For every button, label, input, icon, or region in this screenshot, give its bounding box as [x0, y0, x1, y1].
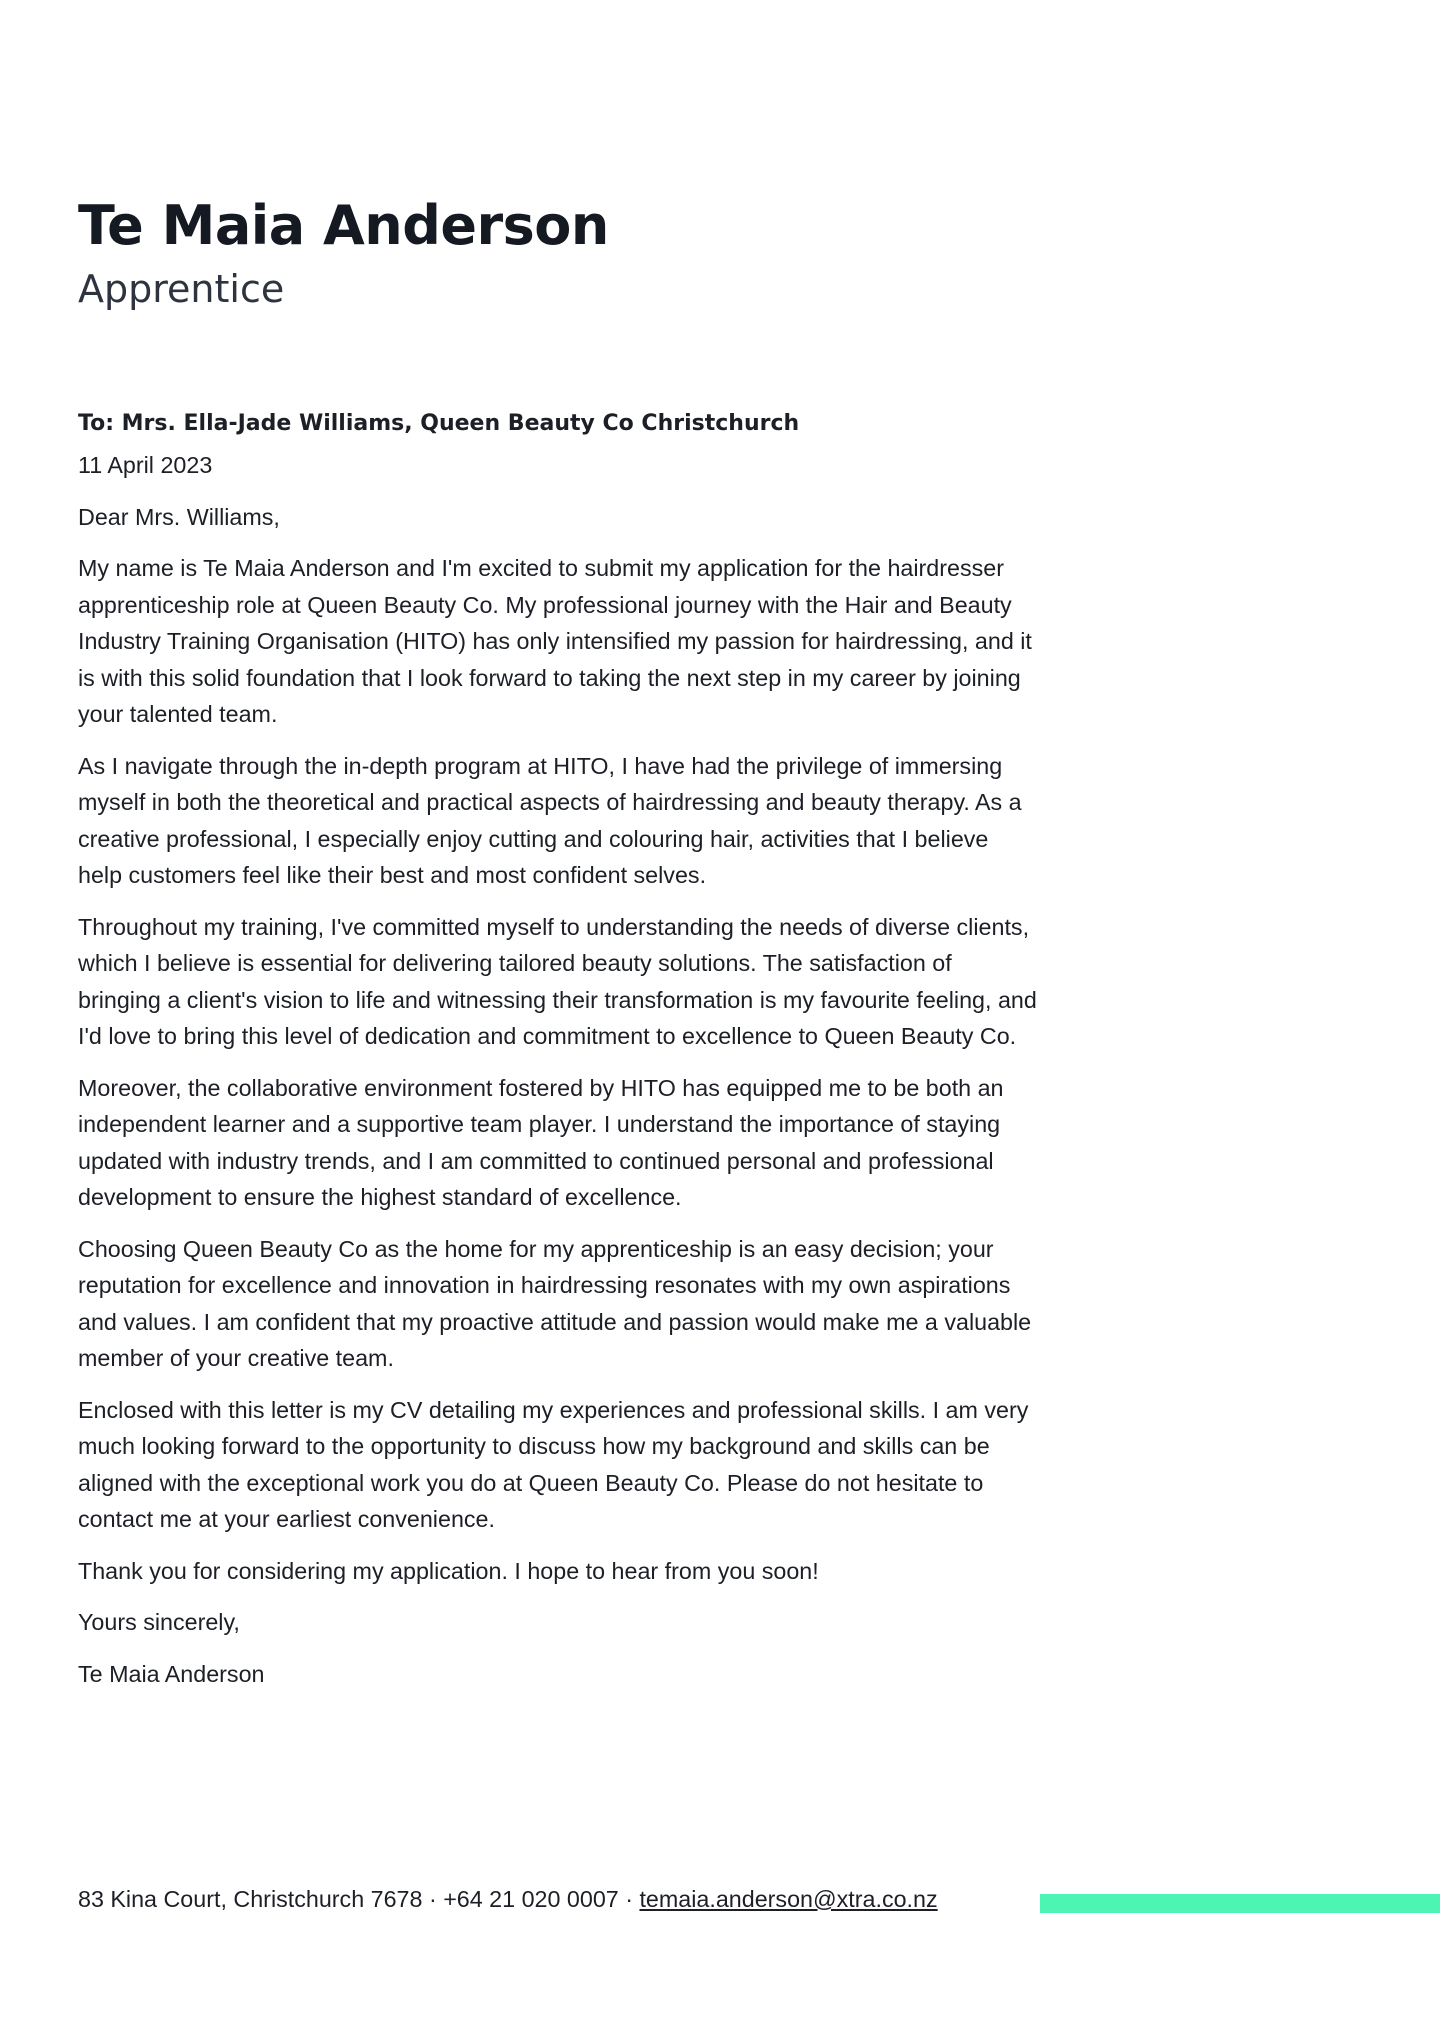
paragraph-2: As I navigate through the in-depth program at HITO, I have had the privilege of immersing myself in both the theoretical and practical aspects of hairdressing and beauty therapy. As a creative professional, I especially enjoy cutting and colouring hair, activities that I believe help customers feel like their best and most confident selves. — [78, 752, 1022, 888]
letter-header — [78, 196, 1078, 313]
email-link[interactable]: temaia.anderson@xtra.co.nz — [639, 1886, 938, 1912]
address: 83 Kina Court, Christchurch 7678 — [78, 1886, 423, 1912]
accent-bar — [1040, 1894, 1440, 1913]
paragraph-7: Thank you for considering my application. I hope to hear from you soon! — [78, 1557, 819, 1584]
closing: Yours sincerely, — [78, 1609, 240, 1635]
phone: +64 21 020 0007 — [443, 1886, 619, 1912]
signature: Te Maia Anderson — [78, 1660, 265, 1687]
paragraph-6: Enclosed with this letter is my CV detailing my experiences and professional skills. I am very much looking forward to the opportunity to discuss how my background and skills can be aligned with the exceptional work you do at Queen Beauty Co. Please do not hesitate to contact me at your earliest convenience. — [78, 1396, 1029, 1532]
recipient-line: To: Mrs. Ella-Jade Williams, Queen Beauty Co Christchurch — [78, 411, 800, 436]
letter-date: 11 April 2023 — [78, 452, 213, 478]
letter-body — [78, 406, 1038, 1692]
separator-dot: · — [618, 1886, 640, 1912]
separator-dot: · — [422, 1886, 444, 1912]
applicant-name: Te Maia Anderson — [78, 194, 609, 257]
applicant-role: Apprentice — [78, 267, 285, 312]
contact-footer — [78, 1881, 938, 1917]
paragraph-1: My name is Te Maia Anderson and I'm excited to submit my application for the hairdresser apprenticeship role at Queen Beauty Co. My professional journey with the Hair and Beauty Industry Training Organisation (HITO) has only intensified my passion for hairdressing, and it is with this solid foundation that I look forward to taking the next step in my career by joining your talented team. — [78, 555, 1032, 727]
salutation: Dear Mrs. Williams, — [78, 503, 280, 530]
paragraph-4: Moreover, the collaborative environment fostered by HITO has equipped me to be both an independent learner and a supportive team player. I understand the importance of staying updated with industry trends, and I am committed to continued personal and professional development to ensure the highest standard of excellence. — [78, 1074, 1004, 1210]
paragraph-5: Choosing Queen Beauty Co as the home for my apprenticeship is an easy decision; your reputation for excellence and innovation in hairdressing resonates with my own aspirations and values. I am confident that my proactive attitude and passion would make me a valuable member of your creative team. — [78, 1235, 1032, 1371]
paragraph-3: Throughout my training, I've committed myself to understanding the needs of diverse clients, which I believe is essential for delivering tailored beauty solutions. The satisfaction of bringing a client's vision to life and witnessing their transformation is my favourite feeling, and I'd love to bring this level of dedication and commitment to excellence to Queen Beauty Co. — [78, 913, 1037, 1049]
